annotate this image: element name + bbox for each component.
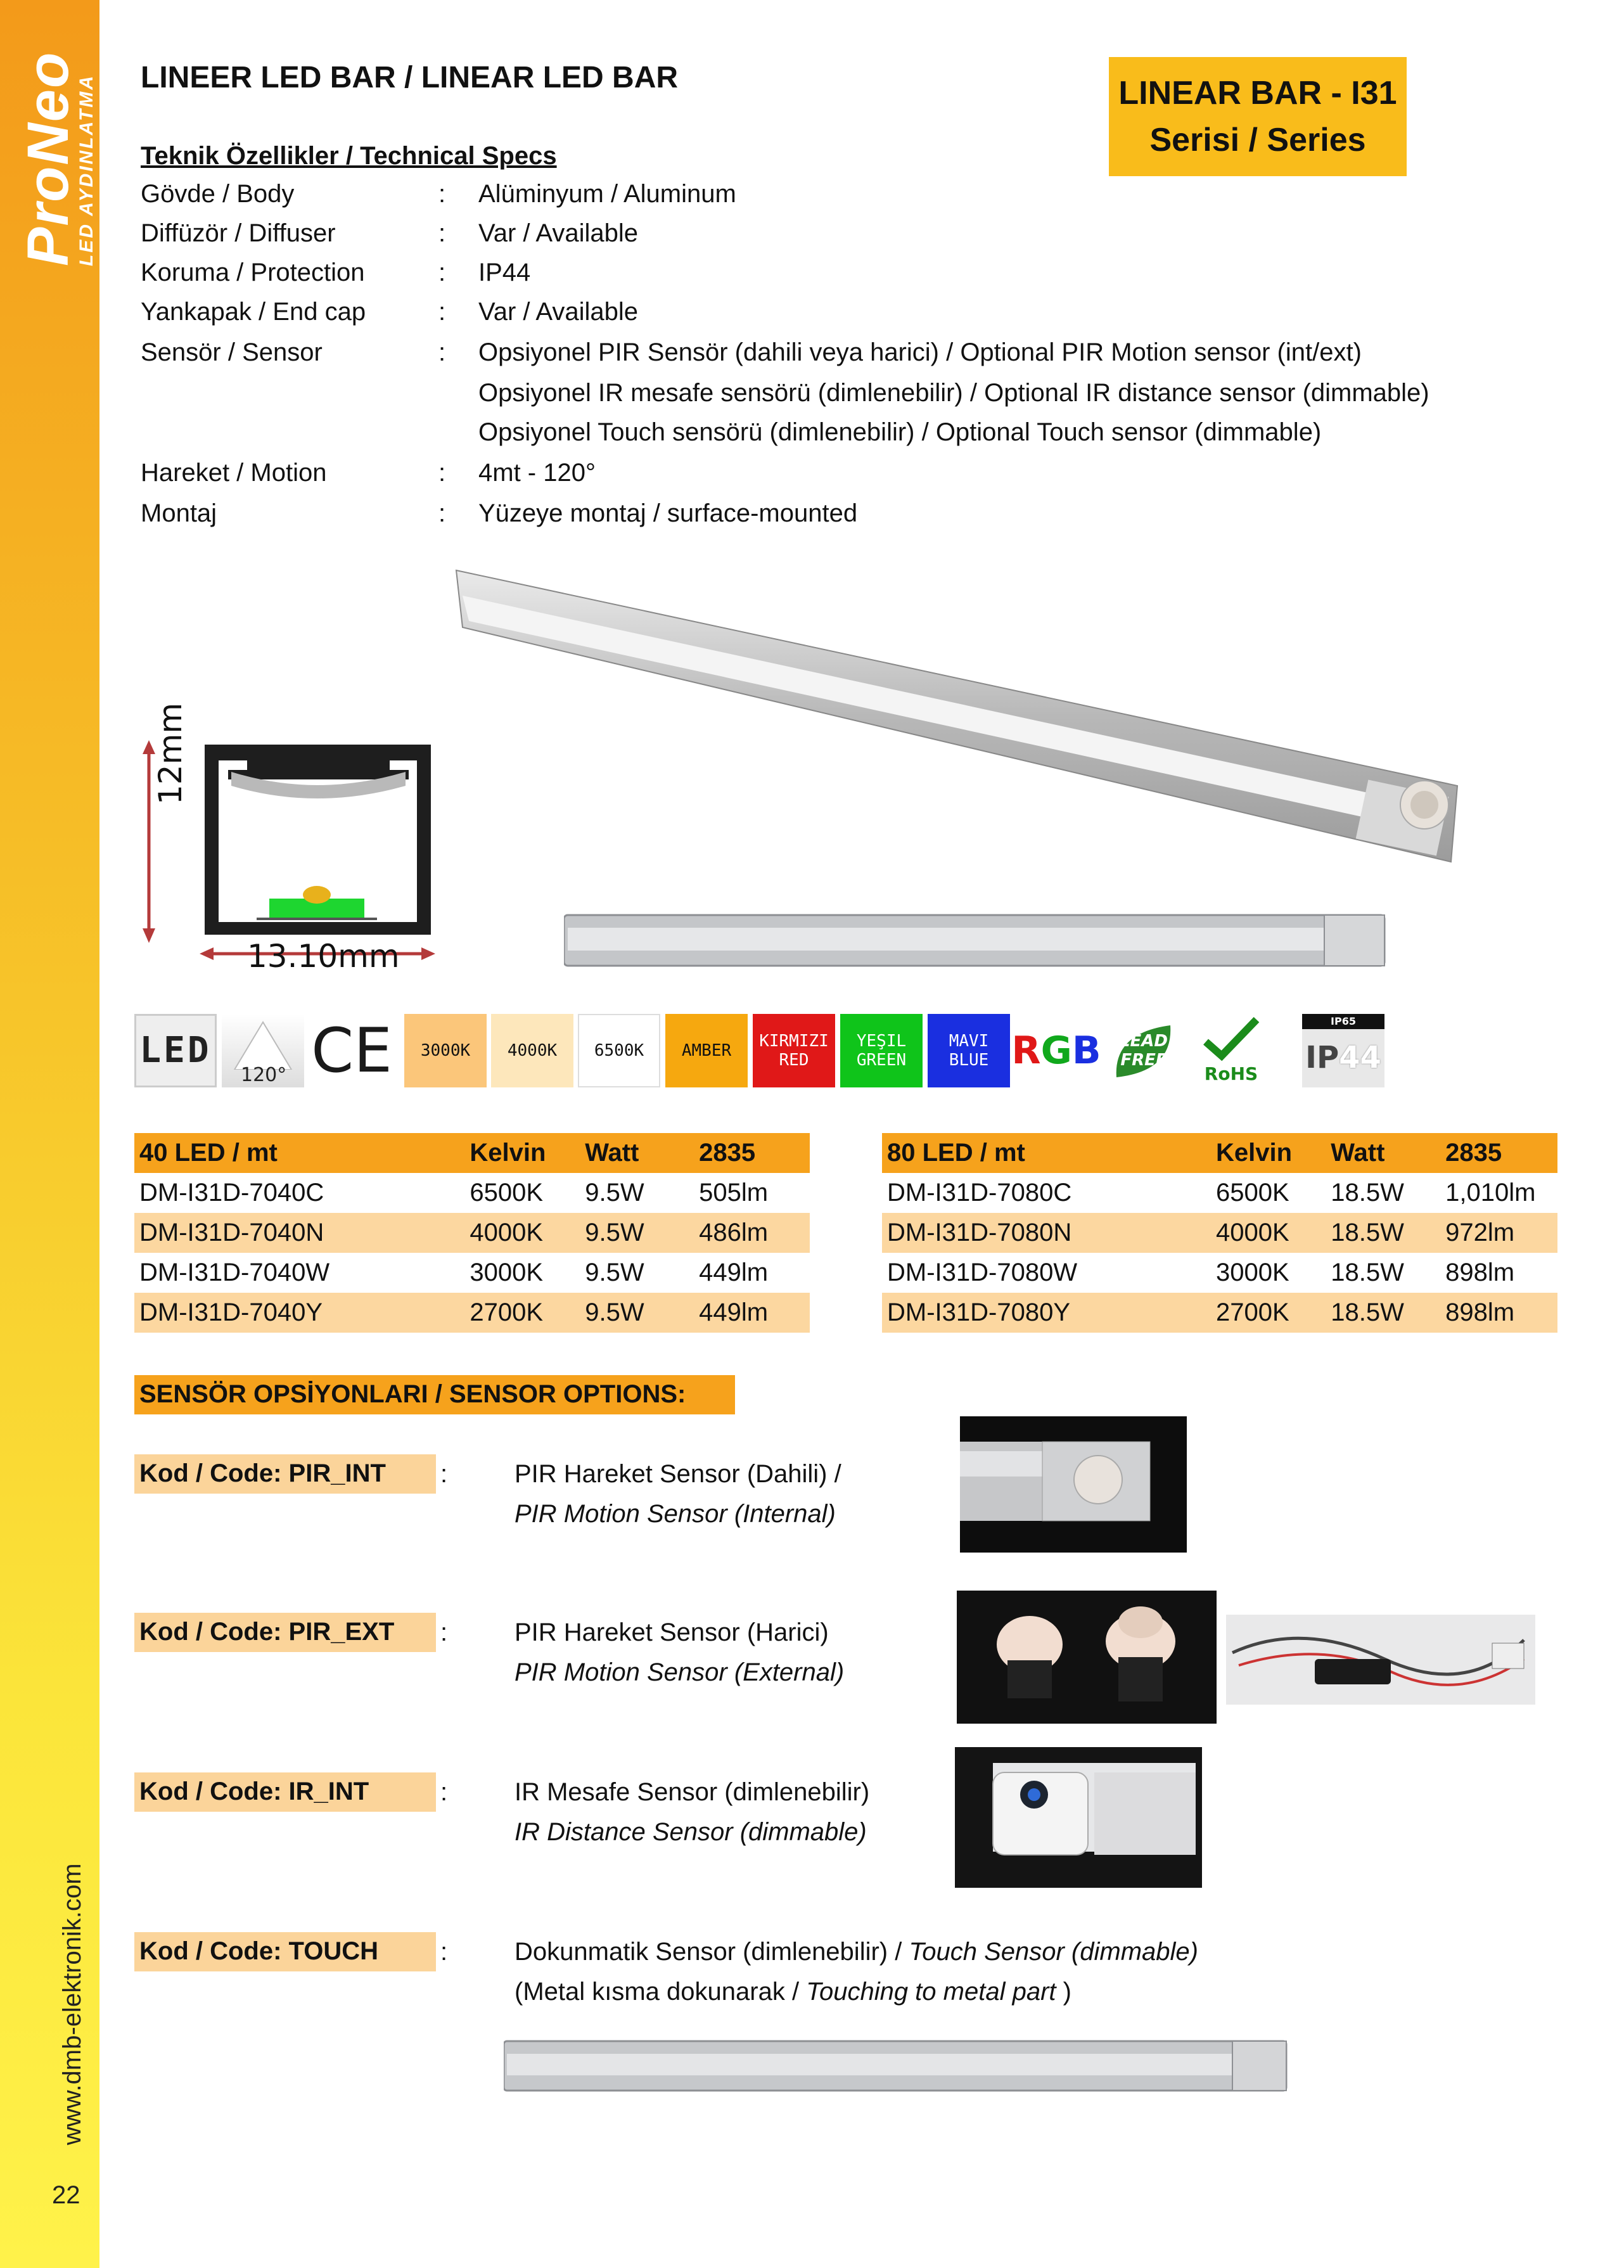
spec-value: 4mt - 120° (478, 459, 596, 487)
sensor-code-touch: Kod / Code: TOUCH (134, 1932, 436, 1971)
lead-free-label-1: LEAD (1119, 1032, 1168, 1051)
table-cell: 3000K (1216, 1259, 1289, 1286)
spec-colon: : (438, 499, 446, 527)
table-cell: DM-I31D-7080C (887, 1179, 1072, 1207)
table-header-cell: Kelvin (464, 1133, 580, 1173)
table-cell: 4000K (464, 1213, 580, 1253)
table-cell: 972lm (1440, 1213, 1557, 1253)
table-cell: 9.5W (580, 1293, 694, 1333)
pir-external-photo (957, 1591, 1217, 1724)
brand-name (19, 184, 77, 266)
table-cell: 898lm (1445, 1259, 1515, 1286)
table-row (882, 1293, 1557, 1333)
table-row (882, 1173, 1557, 1213)
rgb-b-label: B (1071, 1028, 1101, 1073)
spec-label: Hareket / Motion (141, 459, 327, 487)
table-cell: 449lm (699, 1259, 769, 1286)
touch-bar-photo (504, 2037, 1289, 2094)
spec-colon: : (438, 338, 446, 366)
sensor-desc-en: PIR Motion Sensor (Internal) (515, 1500, 836, 1528)
table-header-cell: 80 LED / mt (882, 1133, 1211, 1173)
sensor-colon: : (440, 1778, 448, 1806)
spec-colon: : (438, 180, 446, 208)
sensor-note-en: Touching to metal part (806, 1978, 1056, 2006)
spec-value: Opsiyonel Touch sensörü (dimlenebilir) / Optional Touch sensor (dimmable) (478, 418, 1322, 446)
table-cell: 18.5W (1326, 1213, 1440, 1253)
sensor-code-pir-int: Kod / Code: PIR_INT (134, 1454, 436, 1494)
table-cell: 449lm (694, 1293, 810, 1333)
spec-colon: : (438, 219, 446, 247)
beam-angle-label: 120° (241, 1064, 287, 1086)
table-40-led (134, 1133, 810, 1333)
page-title: LINEER LED BAR / LINEAR LED BAR (141, 61, 679, 94)
color-6500k-icon (578, 1014, 660, 1087)
table-cell: DM-I31D-7080Y (882, 1293, 1211, 1333)
color-green-label-tr: YEŞIL (856, 1032, 907, 1051)
table-header-cell: Kelvin (1211, 1133, 1326, 1173)
spec-value: Opsiyonel IR mesafe sensörü (dimlenebilir) / Optional IR distance sensor (dimmable) (478, 379, 1429, 407)
page-number: 22 (52, 2181, 80, 2209)
table-header-cell: 2835 (1440, 1133, 1557, 1173)
led-icon (134, 1014, 217, 1087)
table-cell: 9.5W (585, 1179, 644, 1207)
table-header-row (134, 1133, 810, 1173)
pir-internal-photo (960, 1416, 1187, 1553)
width-dimension-label: 13.10mm (247, 938, 400, 975)
table-header-cell: Watt (580, 1133, 694, 1173)
table-cell: 9.5W (585, 1259, 644, 1286)
product-bar-angled-image (444, 558, 1470, 963)
table-cell: 18.5W (1326, 1293, 1440, 1333)
color-red-icon (753, 1014, 835, 1087)
color-3000k-label: 3000K (420, 1041, 471, 1060)
series-badge (1109, 57, 1407, 176)
color-4000k-label: 4000K (507, 1041, 558, 1060)
color-green-label-en: GREEN (856, 1051, 907, 1070)
table-cell: 18.5W (1331, 1259, 1404, 1286)
sensor-desc-tr: IR Mesafe Sensor (dimlenebilir) (515, 1778, 870, 1806)
spec-value: IP44 (478, 259, 531, 286)
rgb-r-label: R (1011, 1028, 1041, 1073)
product-bar-straight-image (564, 913, 1388, 970)
website-url[interactable]: www.dmb-elektronik.com (58, 1863, 86, 2145)
table-cell: 2700K (464, 1293, 580, 1333)
table-cell: DM-I31D-7080W (887, 1259, 1078, 1286)
rohs-label: RoHS (1204, 1063, 1258, 1084)
sensor-note-tr: (Metal kısma dokunarak / (515, 1978, 807, 2006)
table-row (882, 1253, 1557, 1293)
rgb-g-label: G (1040, 1028, 1072, 1073)
table-cell: 9.5W (580, 1213, 694, 1253)
spec-colon: : (438, 259, 446, 286)
table-header-cell: 40 LED / mt (134, 1133, 464, 1173)
spec-label: Sensör / Sensor (141, 338, 323, 366)
sensor-desc-tr: Dokunmatik Sensor (dimlenebilir) / (515, 1938, 909, 1966)
table-cell: 2700K (1211, 1293, 1326, 1333)
sensor-colon: : (440, 1460, 448, 1488)
led-icon-label: LED (139, 1030, 212, 1071)
table-cell: 3000K (470, 1259, 544, 1286)
height-dimension-label: 12mm (152, 702, 189, 805)
table-cell: 505lm (699, 1179, 769, 1207)
sensor-desc-en: Touch Sensor (dimmable) (909, 1938, 1198, 1966)
series-badge-line2: Serisi / Series (1149, 122, 1366, 158)
ce-mark-label: CE (311, 1015, 392, 1086)
table-cell: DM-I31D-7040Y (134, 1293, 464, 1333)
spec-label: Gövde / Body (141, 180, 295, 208)
spec-colon: : (438, 459, 446, 487)
table-header-row (882, 1133, 1557, 1173)
color-green-icon (840, 1014, 923, 1087)
sensor-desc-tr: PIR Hareket Sensor (Harici) (515, 1618, 829, 1646)
spec-value: Var / Available (478, 298, 639, 326)
color-red-label-en: RED (779, 1051, 809, 1070)
spec-label: Koruma / Protection (141, 259, 365, 286)
ir-distance-sensor-photo (955, 1747, 1202, 1888)
rohs-icon (1190, 1014, 1272, 1087)
sensor-desc-en: PIR Motion Sensor (External) (515, 1658, 845, 1686)
series-badge-line1: LINEAR BAR - I31 (1118, 75, 1397, 112)
table-cell: 18.5W (1331, 1179, 1404, 1207)
spec-value: Var / Available (478, 219, 639, 247)
spec-colon: : (438, 298, 446, 326)
color-4000k-icon (491, 1014, 573, 1087)
sensor-note-close: ) (1056, 1978, 1071, 2006)
table-row (134, 1293, 810, 1333)
color-blue-label-en: BLUE (949, 1051, 989, 1070)
table-row (882, 1213, 1557, 1253)
table-cell: DM-I31D-7040C (139, 1179, 324, 1207)
table-cell: 1,010lm (1445, 1179, 1536, 1207)
sensor-code-ir-int: Kod / Code: IR_INT (134, 1772, 436, 1812)
sensor-desc-line2 (515, 1976, 1071, 2007)
spec-value: Opsiyonel PIR Sensör (dahili veya harici) / Optional PIR Motion sensor (int/ext) (478, 338, 1362, 366)
table-row (134, 1253, 810, 1293)
table-header-cell: Watt (1326, 1133, 1440, 1173)
table-80-led (882, 1133, 1557, 1333)
sensor-colon: : (440, 1618, 448, 1646)
sensor-options-heading: SENSÖR OPSİYONLARI / SENSOR OPTIONS: (134, 1375, 735, 1414)
table-header-cell: 2835 (694, 1133, 810, 1173)
spec-value: Yüzeye montaj / surface-mounted (478, 499, 858, 527)
lead-free-label-2: FREE (1120, 1051, 1167, 1070)
color-amber-label: AMBER (681, 1041, 732, 1060)
table-row (134, 1213, 810, 1253)
spec-label: Diffüzör / Diffuser (141, 219, 336, 247)
sensor-desc-en: IR Distance Sensor (dimmable) (515, 1818, 867, 1846)
rgb-icon (1011, 1014, 1101, 1087)
pir-external-cable-photo (1226, 1615, 1535, 1705)
lead-free-icon (1103, 1014, 1185, 1087)
table-cell: 4000K (1211, 1213, 1326, 1253)
beam-angle-icon (222, 1014, 304, 1087)
ip-small-label: IP65 (1302, 1014, 1384, 1029)
color-red-label-tr: KIRMIZI (759, 1032, 829, 1051)
color-blue-icon (928, 1014, 1010, 1087)
color-amber-icon (665, 1014, 748, 1087)
spec-label: Montaj (141, 499, 217, 527)
ce-mark-icon (310, 1014, 393, 1087)
sensor-desc-tr: PIR Hareket Sensor (Dahili) / (515, 1460, 841, 1488)
ip44-icon (1302, 1014, 1384, 1087)
table-cell: 6500K (1216, 1179, 1289, 1207)
table-row (134, 1173, 810, 1213)
brand-tagline (77, 184, 96, 266)
color-blue-label-tr: MAVI (949, 1032, 989, 1051)
specs-heading: Teknik Özellikler / Technical Specs (141, 142, 557, 170)
spec-label: Yankapak / End cap (141, 298, 366, 326)
sensor-colon: : (440, 1938, 448, 1966)
table-cell: DM-I31D-7080N (882, 1213, 1211, 1253)
table-cell: 898lm (1440, 1293, 1557, 1333)
color-3000k-icon (404, 1014, 487, 1087)
table-cell: DM-I31D-7040W (139, 1259, 330, 1286)
table-cell: 486lm (694, 1213, 810, 1253)
color-6500k-label: 6500K (594, 1041, 644, 1060)
table-cell: DM-I31D-7040N (134, 1213, 464, 1253)
sensor-code-pir-ext: Kod / Code: PIR_EXT (134, 1613, 436, 1652)
ip-number-label: 44 (1339, 1040, 1381, 1075)
ip-label: IP (1305, 1040, 1339, 1075)
sensor-desc-line1 (515, 1937, 1198, 1967)
spec-value: Alüminyum / Aluminum (478, 180, 736, 208)
table-cell: 6500K (470, 1179, 544, 1207)
brand-logo (19, 184, 96, 266)
